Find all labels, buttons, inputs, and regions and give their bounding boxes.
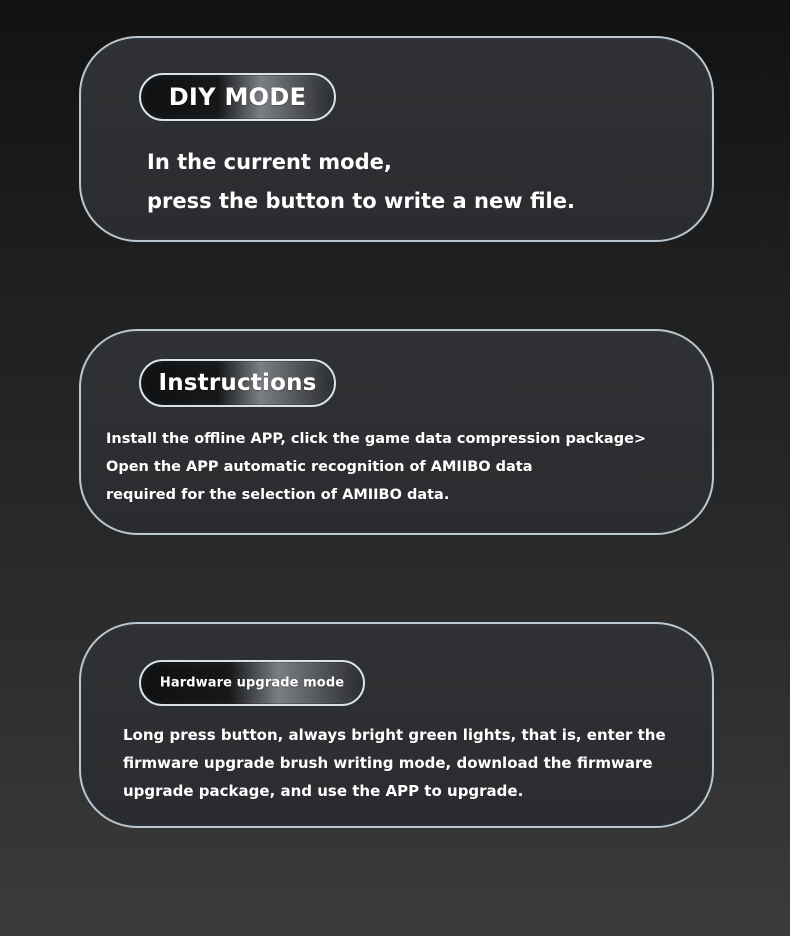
diy-mode-line-1: In the current mode,	[147, 150, 392, 174]
hardware-upgrade-description	[123, 721, 666, 805]
instructions-line-3: required for the selection of AMIIBO data.	[106, 487, 450, 503]
diy-mode-line-2: press the button to write a new file.	[147, 189, 575, 213]
instructions-title: Instructions	[158, 370, 317, 396]
hardware-upgrade-line-2: firmware upgrade brush writing mode, download the firmware	[123, 754, 653, 772]
instructions-line-1: Install the offline APP, click the game data compression package>	[106, 431, 647, 447]
instructions-line-2: Open the APP automatic recognition of AMIIBO data	[106, 459, 533, 475]
hardware-upgrade-card	[79, 622, 714, 828]
diy-mode-badge	[139, 73, 336, 121]
instructions-description	[106, 425, 646, 509]
hardware-upgrade-badge	[139, 660, 365, 706]
hardware-upgrade-line-1: Long press button, always bright green lights, that is, enter the	[123, 726, 666, 744]
diy-mode-title: DIY MODE	[168, 83, 307, 111]
diy-mode-card	[79, 36, 714, 242]
hardware-upgrade-line-3: upgrade package, and use the APP to upgrade.	[123, 782, 524, 800]
instructions-card	[79, 329, 714, 535]
instructions-badge	[139, 359, 336, 407]
hardware-upgrade-title: Hardware upgrade mode	[159, 675, 345, 691]
diy-mode-description	[147, 143, 575, 221]
